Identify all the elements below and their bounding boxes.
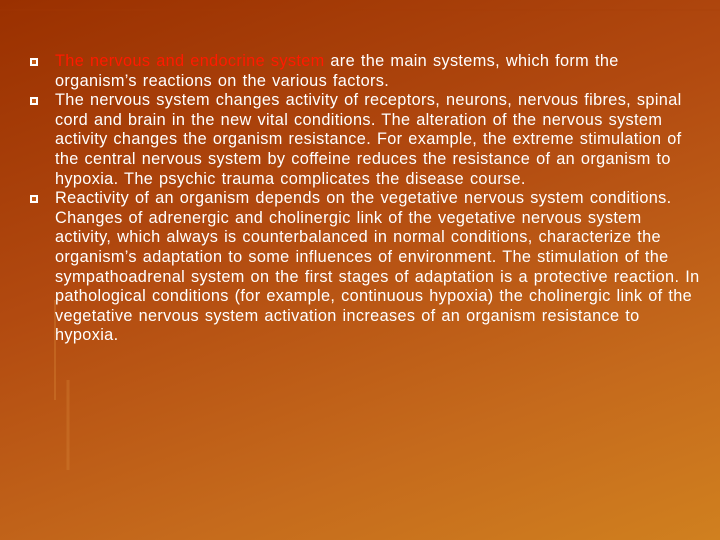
square-bullet-icon	[30, 195, 38, 203]
bullet-item-3	[30, 189, 702, 346]
bullet-text: Reactivity of an organism depends on the vegetative nervous system conditions. Changes of adrenergic and cholinergic link of the vegetative nervous system activity, which always is counterbalanced in normal conditions, characterize the organism’s adaptation to some influences of environment. The stimulation of the sympathoadrenal system on the first stages of adaptation is a protective reaction. In pathological conditions (for example, continuous hypoxia) the cholinergic link of the vegetative nervous system activation increases of an organism resistance to hypoxia.	[55, 189, 700, 345]
square-bullet-icon	[30, 58, 38, 66]
bullet-list	[30, 52, 702, 346]
bullet-item-2	[30, 91, 702, 189]
square-bullet-icon	[30, 97, 38, 105]
bullet-text: are the main systems, which form the organism’s reactions on the various factors.	[55, 52, 619, 90]
slide-body	[30, 52, 702, 346]
bullet-item-1	[30, 52, 702, 91]
bullet-text: The nervous system changes activity of receptors, neurons, nervous fibres, spinal cord and brain in the new vital conditions. The alteration of the nervous system activity changes the organism resistance. For example, the extreme stimulation of the central nervous system by coffeine reduces the resistance of an organism to hypoxia. The psychic trauma complicates the disease course.	[55, 91, 682, 188]
highlighted-phrase: The nervous and endocrine system	[55, 52, 325, 70]
